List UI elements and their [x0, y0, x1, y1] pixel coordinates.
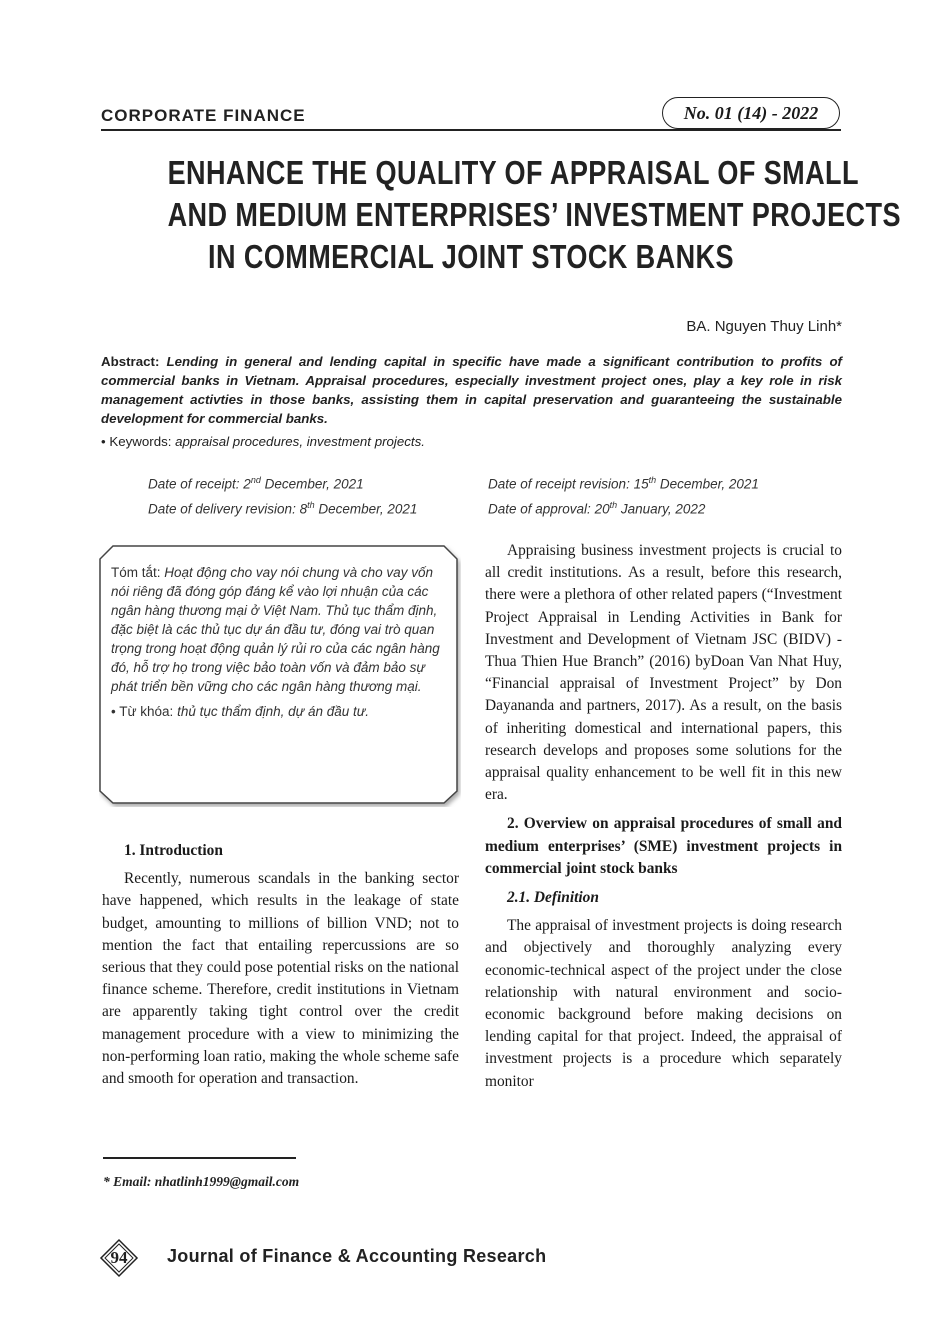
footnote-email: * Email: nhatlinh1999@gmail.com: [103, 1174, 300, 1189]
right-paragraph-1: Appraising business investment projects is crucial to all credit institutions. As a result, before this research, there were a plethora of other related papers (“Investment Project Appraisal in Lending Activities in Bank for Investment and Development of Vietnam JSC (BIDV) - Thua Thien Hue Branch” (2016) byDoan Van Nhat Huy, “Financial appraisal of Investment Project” by Don Dayananda and partners, 2017). As a result, on the basis of inheriting domestical and international papers, this research develops and proposes some solutions for the appraisal quality enhancement to be well fit in this new era.: [485, 542, 842, 804]
date-of-approval: Date of approval: 20th January, 2022: [488, 500, 706, 517]
vietnamese-summary-box: [99, 545, 459, 805]
footnote-rule: [103, 1157, 296, 1159]
title-line-3: IN COMMERCIAL JOINT STOCK BANKS: [208, 238, 734, 275]
keywords: [101, 434, 425, 449]
keywords-label: • Keywords:: [101, 434, 172, 449]
right-column: [485, 540, 842, 1093]
vietnamese-summary: [111, 563, 445, 721]
issue-number: No. 01 (14) - 2022: [662, 97, 840, 129]
keywords-text: appraisal procedures, investment projects.: [175, 434, 425, 449]
date-of-delivery-revision: Date of delivery revision: 8th December, 2021: [148, 500, 418, 517]
right-paragraph-2: The appraisal of investment projects is doing research and objectively and thoroughly analyzing every economic-technical aspect of the project under the close relationship with natural environment and socio-economic background before making decisions on lending capital for that project. Indeed, the appraisal of investment projects is a procedure which separately monitor: [485, 917, 842, 1090]
subsection-heading: 2.1. Definition: [507, 889, 599, 907]
title-line-2: AND MEDIUM ENTERPRISES’ INVESTMENT PROJECTS: [167, 196, 901, 233]
author: BA. Nguyen Thuy Linh*: [686, 318, 842, 335]
summary-paragraph: [111, 563, 445, 696]
summary-keywords-text: thủ tục thẩm định, dự án đầu tư.: [177, 704, 370, 719]
intro-heading: 1. Introduction: [124, 842, 223, 859]
summary-keywords: [111, 702, 445, 721]
page-number-badge: [99, 1238, 139, 1278]
header-rule: [101, 129, 841, 131]
abstract-label: Abstract:: [101, 354, 160, 369]
section-2-heading: 2. Overview on appraisal procedures of small and medium enterprises’ (SME) investment projects in commercial joint stock banks: [485, 815, 842, 877]
left-column: [102, 840, 459, 1090]
summary-keywords-label: • Từ khóa:: [111, 704, 174, 719]
title-line-1: ENHANCE THE QUALITY OF APPRAISAL OF SMALL: [167, 154, 859, 191]
abstract: [101, 352, 842, 428]
section-label: CORPORATE FINANCE: [101, 106, 306, 125]
summary-text: Hoạt động cho vay nói chung và cho vay vốn nói riêng đã đóng góp đáng kể vào lợi nhuận của các ngân hàng thương mại ở Việt Nam. Thủ tục thẩm định, đặc biệt là các thủ tục dự án đầu tư, đóng vai trò quan trọng trong hoạt động quản lý rủi ro của các ngân hàng đó, hỗ trợ họ trong việc bảo toàn vốn và đảm bảo sự phát triển bền vững cho các ngân hàng thương mại.: [111, 565, 440, 694]
summary-label: Tóm tắt:: [111, 565, 161, 580]
page-number: 94: [110, 1248, 128, 1267]
abstract-text: Lending in general and lending capital in specific have made a significant contribution to profits of commercial banks in Vietnam. Appraisal procedures, especially investment project ones, play a key role in risk management activties in those banks, assisting them in capital preservation and guaranteeing the sustainable development for commercial banks.: [101, 354, 842, 426]
journal-name: Journal of Finance & Accounting Research: [167, 1246, 547, 1266]
date-of-receipt-revision: Date of receipt revision: 15th December, 2021: [488, 475, 759, 492]
date-of-receipt: Date of receipt: 2nd December, 2021: [148, 475, 364, 492]
article-title: [167, 152, 901, 278]
intro-paragraph: Recently, numerous scandals in the banking sector have happened, which results in the leakage of state budget, amounting to millions of billion VND; not to mention the fact that entailing repercussions are so serious that they could pose potential risks on the national finance scheme. Therefore, credit institutions in Vietnam are apparently taking tight control over the credit management procedure with a view to minimizing the non-performing loan ratio, making the whole scheme safe and smooth for operation and transaction.: [102, 870, 459, 1088]
